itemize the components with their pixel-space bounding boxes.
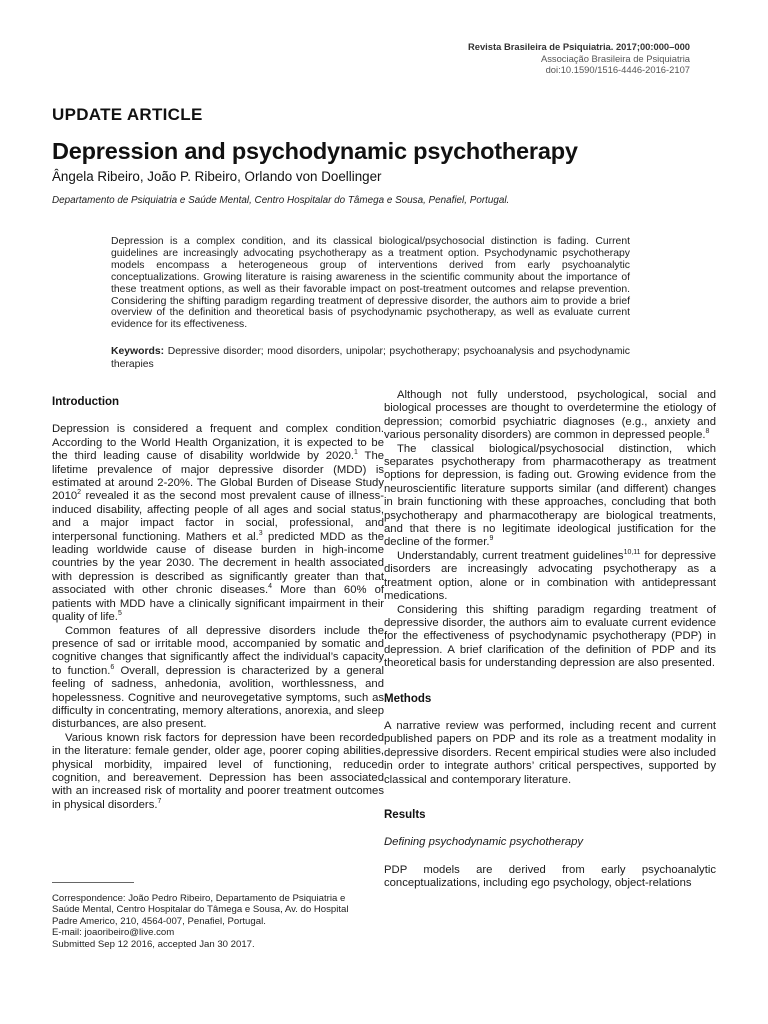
citation-ref: 8 — [705, 428, 710, 436]
keywords-text: Depressive disorder; mood disorders, unipolar; psychotherapy; psychoanalysis and psychodynamic therapies — [111, 346, 631, 370]
introduction-heading: Introduction — [52, 396, 120, 408]
methods-paragraph: A narrative review was performed, including recent and current published papers on PDP and its role as a treatment modality in depressive disorders. Recent empirical studies were also included in order to integrate authors’ critical perspectives, supported by classical and contemporary literature. — [384, 719, 716, 786]
left-column — [52, 396, 384, 812]
results-subheading: Defining psychodynamic psychotherapy — [384, 836, 584, 849]
results-heading: Results — [384, 808, 426, 821]
right-column — [384, 389, 716, 891]
citation-ref: 10,11 — [623, 549, 641, 557]
correspondence-footnote — [52, 893, 372, 950]
keywords-label: Keywords: — [111, 346, 165, 357]
correspondence-address: Correspondence: João Pedro Ribeiro, Departamento de Psiquiatria e Saúde Mental, Centro Hospitalar do Tâmega e Sousa, Av. do Hospital Padre Americo, 210, 4564-007, Penafiel, Portugal. — [52, 893, 349, 927]
article-type: UPDATE ARTICLE — [52, 105, 203, 124]
intro-paragraph-6: Understandably, current treatment guidelines$^{10,11}$ for depressive disorders are increasingly advocating psychotherapy as a treatment option, alone or in combination with antidepressant medications. — [384, 549, 716, 603]
citation-ref: 6 — [110, 663, 115, 671]
citation-ref: 9 — [489, 535, 494, 543]
article-title: Depression and psychodynamic psychotherapy — [52, 138, 578, 164]
submission-dates: Submitted Sep 12 2016, accepted Jan 30 2017. — [52, 938, 255, 950]
citation-ref: 7 — [157, 798, 162, 806]
intro-paragraph-1: Depression is considered a frequent and complex condition. According to the World Health Organization, it is expected to be the third leading cause of disability worldwide by 2020.$^1$ The lifetime prevalence of major depressive disorder (MDD) is estimated at around 2-20%. The Global Burden of Disease Study 2010$^2$ revealed it as the second most prevalent cause of illness-induced disability, affecting people of all ages and social status, and a major impact factor in social, professional, and interpersonal functioning. Mathers et al.$^3$ predicted MDD as the leading worldwide cause of disease burden in high-income countries by the year 2030. The decrement in health associated with depression is described as significantly greater than that associated with other chronic diseases.$^4$ More than 60% of patients with MDD have a clinically significant impairment in their quality of life.$^5$ — [52, 423, 385, 624]
correspondence-email: E-mail: joaoribeiro@live.com — [52, 927, 175, 939]
intro-paragraph-3: Various known risk factors for depression have been recorded in the literature: female gender, older age, poorer coping abilities, physical morbidity, impaired level of functioning, reduced cognition, and bereavement. Depression has been associated with an increased risk of mortality and poorer treatment outcomes in physical disorders.$^7$ — [52, 731, 384, 811]
intro-paragraph-5: The classical biological/psychosocial distinction, which separates psychotherapy from pharmacotherapy as treatment options for depression, is fading out. Growing evidence from the neuroscientific literature supports similar (and different) changes in brain functioning with these approaches, concluding that both psychotherapy and pharmacotherapy are biological treatments, and that there is no legitimate ideological justification for the decline of the former.$^9$ — [384, 442, 716, 549]
journal-publisher: Associação Brasileira de Psiquiatria — [540, 52, 690, 64]
intro-paragraph-4: Although not fully understood, psychological, social and biological processes are thought to overdetermine the etiology of depression; comorbid psychiatric diagnoses (e.g., anxiety and various personality disorders) are common in depressed people.$^8$ — [384, 389, 716, 442]
citation-ref: 1 — [354, 449, 358, 457]
citation-ref: 2 — [77, 489, 82, 497]
journal-header — [468, 41, 690, 76]
keywords — [111, 346, 630, 371]
intro-paragraph-2: Common features of all depressive disorders include the presence of sad or irritable mood, accompanied by somatic and cognitive changes that significantly affect the individual’s capacity to function.$^6$ Overall, depression is characterized by a general feeling of sadness, anhedonia, avolition, worthlessness, and hopelessness. Cognitive and neurovegetative symptoms, such as difficulty in concentrating, memory alterations, anorexia, and sleep disturbances, are also present. — [52, 624, 385, 731]
abstract: Depression is a complex condition, and its classical biological/psychosocial distinction is fading. Current guidelines are increasingly advocating psychotherapy as a treatment option. Psychodynamic psychotherapy models encompass a heterogeneous group of interventions derived from early psychoanalytic conceptualizations. Growing literature is raising awareness in the scientific community about the importance of these treatment options, as well as their favorable impact on post-treatment outcomes and relapse prevention. Considering the shifting paradigm regarding treatment of depressive disorder, the authors aim to provide a brief overview of the definition and theoretical basis of psychodynamic psychotherapy, as well as evaluate current evidence for its effectiveness. — [111, 236, 630, 331]
results-paragraph: PDP models are derived from early psychoanalytic conceptualizations, including ego psychology, object-relations — [384, 863, 716, 890]
affiliation: Departamento de Psiquiatria e Saúde Mental, Centro Hospitalar do Tâmega e Sousa, Penafiel, Portugal. — [52, 195, 510, 206]
methods-heading: Methods — [384, 692, 432, 705]
citation-ref: 4 — [268, 583, 273, 591]
intro-paragraph-7: Considering this shifting paradigm regarding treatment of depressive disorder, the authors aim to evaluate current evidence for the effectiveness of psychodynamic psychotherapy (PDP) in depression. A brief clarification of the definition of PDP and its theoretical basis for understanding depression are also presented. — [384, 603, 716, 670]
citation-ref: 5 — [117, 610, 122, 618]
author-list: Ângela Ribeiro, João P. Ribeiro, Orlando von Doellinger — [52, 169, 382, 184]
journal-citation: Revista Brasileira de Psiquiatria. 2017;00:000–000 — [467, 41, 690, 52]
citation-ref: 3 — [258, 529, 263, 537]
journal-doi: doi:10.1590/1516-4446-2016-2107 — [545, 64, 690, 76]
footnote-divider — [52, 882, 134, 883]
